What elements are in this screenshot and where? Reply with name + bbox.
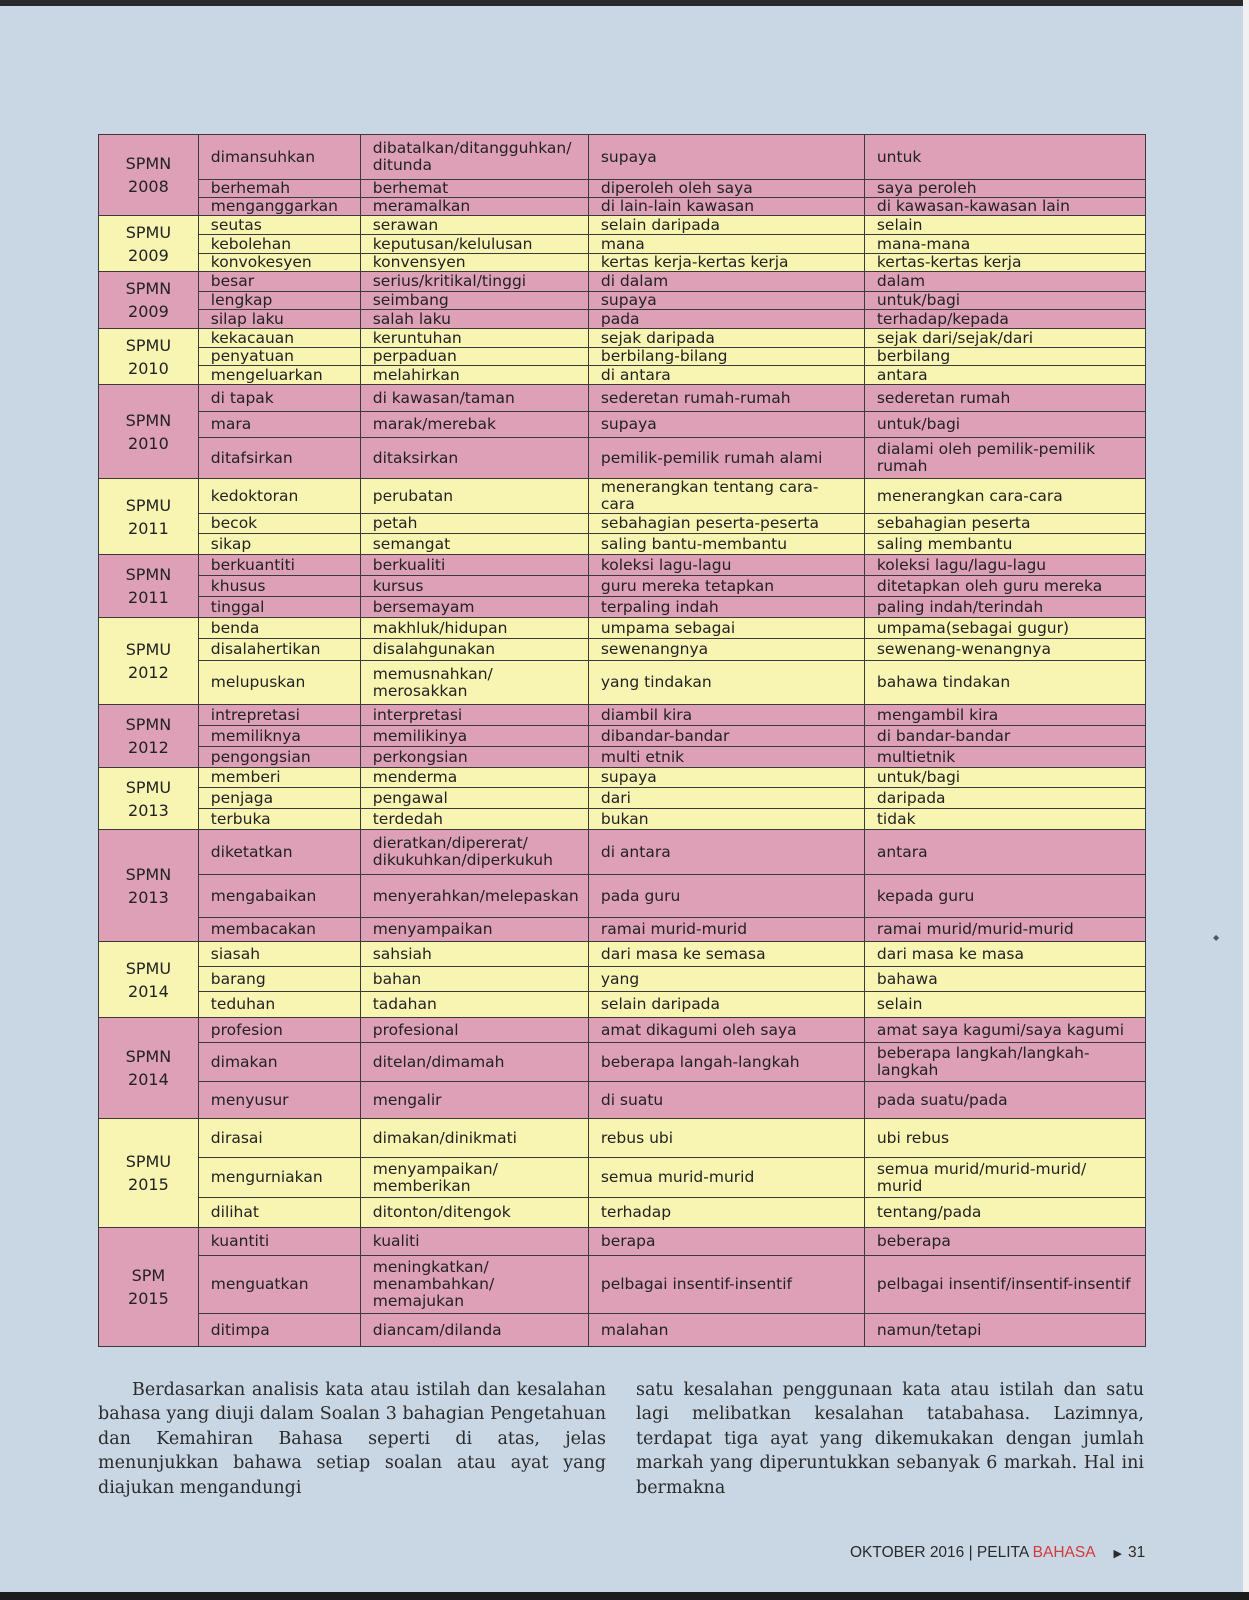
correction-cell: mengalir bbox=[360, 1082, 588, 1119]
correction-cell: perkongsian bbox=[360, 747, 588, 768]
exam-year-cell bbox=[99, 830, 199, 942]
correction-cell: menyerahkan/melepaskan bbox=[360, 875, 588, 918]
exam-year: 2011 bbox=[128, 588, 169, 607]
word-cell: lengkap bbox=[198, 292, 360, 310]
phrase-cell: di antara bbox=[588, 366, 864, 385]
phrase-cell: menerangkan tentang cara-cara bbox=[588, 479, 864, 514]
phrase-cell: semua murid-murid bbox=[588, 1158, 864, 1198]
correction-cell: petah bbox=[360, 514, 588, 534]
word-cell: pengongsian bbox=[198, 747, 360, 768]
word-cell: memiliknya bbox=[198, 726, 360, 747]
scan-right-edge bbox=[1243, 0, 1249, 1600]
correction-cell: ditonton/ditengok bbox=[360, 1198, 588, 1228]
exam-code: SPMN bbox=[125, 279, 172, 298]
table-row bbox=[99, 875, 1146, 918]
phrase-correction-cell: selain bbox=[864, 992, 1145, 1018]
phrase-correction-cell: namun/tetapi bbox=[864, 1314, 1145, 1347]
phrase-cell: terhadap bbox=[588, 1198, 864, 1228]
word-cell: disalahertikan bbox=[198, 639, 360, 661]
exam-year: 2015 bbox=[128, 1289, 169, 1308]
table-row bbox=[99, 438, 1146, 479]
table-row bbox=[99, 768, 1146, 788]
phrase-cell: supaya bbox=[588, 292, 864, 310]
phrase-correction-cell: multietnik bbox=[864, 747, 1145, 768]
phrase-correction-cell: untuk bbox=[864, 135, 1145, 180]
exam-year-cell bbox=[99, 942, 199, 1018]
correction-cell: diancam/dilanda bbox=[360, 1314, 588, 1347]
correction-cell: melahirkan bbox=[360, 366, 588, 385]
page-number: 31 bbox=[1128, 1544, 1146, 1561]
phrase-cell: ramai murid-murid bbox=[588, 918, 864, 942]
phrase-correction-cell: ditetapkan oleh guru mereka bbox=[864, 576, 1145, 597]
phrase-correction-cell: menerangkan cara-cara bbox=[864, 479, 1145, 514]
word-cell: tinggal bbox=[198, 597, 360, 618]
exam-year: 2014 bbox=[128, 981, 169, 1001]
phrase-correction-cell: bahawa tindakan bbox=[864, 661, 1145, 705]
correction-cell: perpaduan bbox=[360, 348, 588, 366]
correction-cell: memusnahkan/ merosakkan bbox=[360, 661, 588, 705]
exam-year-cell bbox=[99, 618, 199, 705]
correction-cell: konvensyen bbox=[360, 254, 588, 272]
word-cell: mara bbox=[198, 412, 360, 438]
table-row bbox=[99, 1314, 1146, 1347]
word-cell: menguatkan bbox=[198, 1256, 360, 1314]
correction-cell: pengawal bbox=[360, 788, 588, 809]
table-row bbox=[99, 254, 1146, 272]
word-cell: dilihat bbox=[198, 1198, 360, 1228]
table-row bbox=[99, 1018, 1146, 1043]
phrase-cell: di suatu bbox=[588, 1082, 864, 1119]
phrase-cell: multi etnik bbox=[588, 747, 864, 768]
table-row bbox=[99, 597, 1146, 618]
correction-cell: disalahgunakan bbox=[360, 639, 588, 661]
word-cell: dimansuhkan bbox=[198, 135, 360, 180]
exam-year: 2008 bbox=[128, 177, 169, 196]
word-cell: memberi bbox=[198, 768, 360, 788]
word-cell: melupuskan bbox=[198, 661, 360, 705]
correction-cell: menyampaikan bbox=[360, 918, 588, 942]
correction-cell: dimakan/dinikmati bbox=[360, 1119, 588, 1158]
exam-year-cell bbox=[99, 272, 199, 329]
phrase-correction-cell: tentang/pada bbox=[864, 1198, 1145, 1228]
correction-cell: seimbang bbox=[360, 292, 588, 310]
correction-cell: keputusan/kelulusan bbox=[360, 235, 588, 254]
word-cell: silap laku bbox=[198, 310, 360, 329]
phrase-correction-cell: sejak dari/sejak/dari bbox=[864, 329, 1145, 348]
phrase-cell: sederetan rumah-rumah bbox=[588, 385, 864, 412]
correction-cell: berhemat bbox=[360, 180, 588, 198]
correction-cell: sahsiah bbox=[360, 942, 588, 967]
phrase-cell: mana bbox=[588, 235, 864, 254]
correction-cell: meningkatkan/ menambahkan/ memajukan bbox=[360, 1256, 588, 1314]
word-cell: barang bbox=[198, 967, 360, 992]
table-row bbox=[99, 918, 1146, 942]
phrase-correction-cell: umpama(sebagai gugur) bbox=[864, 618, 1145, 639]
table-row bbox=[99, 479, 1146, 514]
word-cell: membacakan bbox=[198, 918, 360, 942]
exam-year: 2013 bbox=[128, 800, 169, 820]
word-cell: kebolehan bbox=[198, 235, 360, 254]
word-cell: menyusur bbox=[198, 1082, 360, 1119]
phrase-correction-cell: di bandar-bandar bbox=[864, 726, 1145, 747]
word-cell: becok bbox=[198, 514, 360, 534]
exam-code: SPMN bbox=[125, 565, 172, 584]
word-cell: kuantiti bbox=[198, 1228, 360, 1256]
table-row bbox=[99, 747, 1146, 768]
word-cell: dimakan bbox=[198, 1043, 360, 1082]
phrase-correction-cell: antara bbox=[864, 366, 1145, 385]
table-row bbox=[99, 198, 1146, 216]
phrase-cell: pada bbox=[588, 310, 864, 329]
scan-speck: ◆ bbox=[1213, 933, 1220, 942]
exam-year-cell bbox=[99, 1018, 199, 1119]
phrase-correction-cell: bahawa bbox=[864, 967, 1145, 992]
correction-cell: bahan bbox=[360, 967, 588, 992]
footer-issue: OKTOBER 2016 | PELITA bbox=[850, 1544, 1033, 1561]
phrase-cell: bukan bbox=[588, 809, 864, 830]
word-cell: sikap bbox=[198, 534, 360, 555]
exam-year-cell bbox=[99, 705, 199, 768]
phrase-cell: di dalam bbox=[588, 272, 864, 292]
table-row bbox=[99, 1119, 1146, 1158]
correction-cell: ditelan/dimamah bbox=[360, 1043, 588, 1082]
table-row bbox=[99, 788, 1146, 809]
correction-cell: memilikinya bbox=[360, 726, 588, 747]
correction-cell: dieratkan/dipererat/ dikukuhkan/diperkukuh bbox=[360, 830, 588, 875]
table-row bbox=[99, 942, 1146, 967]
phrase-correction-cell: amat saya kagumi/saya kagumi bbox=[864, 1018, 1145, 1043]
correction-cell: di kawasan/taman bbox=[360, 385, 588, 412]
correction-cell: serius/kritikal/tinggi bbox=[360, 272, 588, 292]
table-row bbox=[99, 705, 1146, 726]
correction-cell: dibatalkan/ditangguhkan/ ditunda bbox=[360, 135, 588, 180]
phrase-cell: selain daripada bbox=[588, 992, 864, 1018]
word-cell: kedoktoran bbox=[198, 479, 360, 514]
correction-cell: tadahan bbox=[360, 992, 588, 1018]
phrase-cell: amat dikagumi oleh saya bbox=[588, 1018, 864, 1043]
correction-cell: kursus bbox=[360, 576, 588, 597]
word-cell: teduhan bbox=[198, 992, 360, 1018]
phrase-cell: malahan bbox=[588, 1314, 864, 1347]
word-cell: berhemah bbox=[198, 180, 360, 198]
table-row bbox=[99, 534, 1146, 555]
phrase-correction-cell: beberapa bbox=[864, 1228, 1145, 1256]
exam-year: 2014 bbox=[128, 1070, 169, 1089]
exam-code: SPMN bbox=[125, 410, 172, 430]
word-cell: konvokesyen bbox=[198, 254, 360, 272]
scan-bottom-edge bbox=[0, 1592, 1249, 1600]
phrase-cell: saling bantu-membantu bbox=[588, 534, 864, 555]
exam-year-cell bbox=[99, 555, 199, 618]
table-row bbox=[99, 329, 1146, 348]
word-cell: siasah bbox=[198, 942, 360, 967]
table-row bbox=[99, 726, 1146, 747]
phrase-correction-cell: antara bbox=[864, 830, 1145, 875]
exam-code: SPMN bbox=[125, 864, 172, 884]
table-row bbox=[99, 272, 1146, 292]
phrase-correction-cell: mengambil kira bbox=[864, 705, 1145, 726]
table-row bbox=[99, 830, 1146, 875]
correction-cell: salah laku bbox=[360, 310, 588, 329]
table-row bbox=[99, 216, 1146, 235]
phrase-cell: supaya bbox=[588, 135, 864, 180]
exam-year: 2010 bbox=[128, 358, 169, 378]
table-row bbox=[99, 1198, 1146, 1228]
phrase-correction-cell: untuk/bagi bbox=[864, 768, 1145, 788]
table-row bbox=[99, 348, 1146, 366]
phrase-correction-cell: pelbagai insentif/insentif-insentif bbox=[864, 1256, 1145, 1314]
correction-cell: serawan bbox=[360, 216, 588, 235]
correction-cell: berkualiti bbox=[360, 555, 588, 576]
phrase-correction-cell: kertas-kertas kerja bbox=[864, 254, 1145, 272]
correction-cell: menyampaikan/ memberikan bbox=[360, 1158, 588, 1198]
phrase-cell: beberapa langah-langkah bbox=[588, 1043, 864, 1082]
phrase-correction-cell: sebahagian peserta bbox=[864, 514, 1145, 534]
phrase-cell: terpaling indah bbox=[588, 597, 864, 618]
phrase-cell: rebus ubi bbox=[588, 1119, 864, 1158]
table-row bbox=[99, 1043, 1146, 1082]
word-cell: terbuka bbox=[198, 809, 360, 830]
phrase-cell: dibandar-bandar bbox=[588, 726, 864, 747]
word-cell: penjaga bbox=[198, 788, 360, 809]
correction-cell: makhluk/hidupan bbox=[360, 618, 588, 639]
exam-code: SPMU bbox=[125, 640, 172, 659]
exam-code: SPMN bbox=[125, 154, 172, 173]
phrase-correction-cell: ramai murid/murid-murid bbox=[864, 918, 1145, 942]
table-row bbox=[99, 576, 1146, 597]
page-footer bbox=[850, 1544, 1145, 1562]
paragraph-left-column: Berdasarkan analisis kata atau istilah dan kesalahan bahasa yang diuji dalam Soalan 3 bahagian Pengetahuan dan Kemahiran Bahasa seperti di atas, jelas menunjukkan bahawa setiap soalan atau ayat yang diajukan mengandungi bbox=[98, 1380, 606, 1498]
word-cell: berkuantiti bbox=[198, 555, 360, 576]
correction-cell: menderma bbox=[360, 768, 588, 788]
exam-year-cell bbox=[99, 385, 199, 479]
exam-year-cell bbox=[99, 1119, 199, 1228]
table-row bbox=[99, 412, 1146, 438]
phrase-cell: kertas kerja-kertas kerja bbox=[588, 254, 864, 272]
phrase-cell: pelbagai insentif-insentif bbox=[588, 1256, 864, 1314]
paragraph-right-column: satu kesalahan penggunaan kata atau istilah dan satu lagi melibatkan kesalahan tatabahasa. Lazimnya, terdapat tiga ayat yang dikemukakan dengan jumlah markah yang diperuntukkan sebanyak 6 markah. Hal ini bermakna bbox=[636, 1380, 1144, 1498]
scan-top-edge bbox=[0, 0, 1249, 6]
correction-cell: terdedah bbox=[360, 809, 588, 830]
exam-code: SPMU bbox=[125, 1152, 172, 1171]
phrase-cell: pada guru bbox=[588, 875, 864, 918]
phrase-cell: berbilang-bilang bbox=[588, 348, 864, 366]
exam-year-cell bbox=[99, 216, 199, 272]
exam-code: SPMU bbox=[125, 222, 172, 242]
correction-cell: meramalkan bbox=[360, 198, 588, 216]
phrase-correction-cell: untuk/bagi bbox=[864, 412, 1145, 438]
phrase-cell: yang tindakan bbox=[588, 661, 864, 705]
phrase-correction-cell: kepada guru bbox=[864, 875, 1145, 918]
word-cell: ditimpa bbox=[198, 1314, 360, 1347]
correction-cell: profesional bbox=[360, 1018, 588, 1043]
phrase-correction-cell: sewenang-wenangnya bbox=[864, 639, 1145, 661]
word-cell: benda bbox=[198, 618, 360, 639]
phrase-cell: di lain-lain kawasan bbox=[588, 198, 864, 216]
table-row bbox=[99, 135, 1146, 180]
phrase-cell: berapa bbox=[588, 1228, 864, 1256]
table-row bbox=[99, 366, 1146, 385]
exam-year-cell bbox=[99, 135, 199, 216]
phrase-cell: pemilik-pemilik rumah alami bbox=[588, 438, 864, 479]
correction-cell: keruntuhan bbox=[360, 329, 588, 348]
exam-year-cell bbox=[99, 329, 199, 385]
phrase-cell: di antara bbox=[588, 830, 864, 875]
phrase-correction-cell: daripada bbox=[864, 788, 1145, 809]
word-cell: dirasai bbox=[198, 1119, 360, 1158]
phrase-correction-cell: saya peroleh bbox=[864, 180, 1145, 198]
phrase-cell: sewenangnya bbox=[588, 639, 864, 661]
table-row bbox=[99, 1256, 1146, 1314]
table-row bbox=[99, 639, 1146, 661]
table-row bbox=[99, 310, 1146, 329]
word-cell: penyatuan bbox=[198, 348, 360, 366]
word-cell: mengabaikan bbox=[198, 875, 360, 918]
phrase-cell: diambil kira bbox=[588, 705, 864, 726]
exam-year: 2010 bbox=[128, 433, 169, 453]
word-cell: diketatkan bbox=[198, 830, 360, 875]
phrase-correction-cell: selain bbox=[864, 216, 1145, 235]
phrase-cell: dari masa ke semasa bbox=[588, 942, 864, 967]
word-cell: seutas bbox=[198, 216, 360, 235]
table-row bbox=[99, 180, 1146, 198]
phrase-cell: yang bbox=[588, 967, 864, 992]
table-row bbox=[99, 555, 1146, 576]
table-row bbox=[99, 385, 1146, 412]
phrase-cell: sejak daripada bbox=[588, 329, 864, 348]
phrase-correction-cell: sederetan rumah bbox=[864, 385, 1145, 412]
phrase-correction-cell: paling indah/terindah bbox=[864, 597, 1145, 618]
phrase-correction-cell: koleksi lagu/lagu-lagu bbox=[864, 555, 1145, 576]
table-row bbox=[99, 661, 1146, 705]
table-row bbox=[99, 514, 1146, 534]
word-cell: intrepretasi bbox=[198, 705, 360, 726]
exam-year-cell bbox=[99, 768, 199, 830]
phrase-correction-cell: untuk/bagi bbox=[864, 292, 1145, 310]
table-row bbox=[99, 1158, 1146, 1198]
phrase-correction-cell: di kawasan-kawasan lain bbox=[864, 198, 1145, 216]
exam-year: 2013 bbox=[128, 887, 169, 907]
phrase-cell: koleksi lagu-lagu bbox=[588, 555, 864, 576]
phrase-correction-cell: tidak bbox=[864, 809, 1145, 830]
phrase-correction-cell: dalam bbox=[864, 272, 1145, 292]
word-cell: khusus bbox=[198, 576, 360, 597]
table-row bbox=[99, 992, 1146, 1018]
exam-year: 2011 bbox=[128, 518, 169, 538]
exam-year: 2012 bbox=[128, 663, 169, 682]
phrase-cell: supaya bbox=[588, 412, 864, 438]
phrase-cell: sebahagian peserta-peserta bbox=[588, 514, 864, 534]
exam-year-cell bbox=[99, 1228, 199, 1347]
phrase-correction-cell: beberapa langkah/langkah- langkah bbox=[864, 1043, 1145, 1082]
correction-cell: bersemayam bbox=[360, 597, 588, 618]
table-row bbox=[99, 235, 1146, 254]
word-cell: mengeluarkan bbox=[198, 366, 360, 385]
correction-cell: kualiti bbox=[360, 1228, 588, 1256]
phrase-cell: umpama sebagai bbox=[588, 618, 864, 639]
vocabulary-error-table bbox=[98, 134, 1146, 1347]
exam-code: SPMU bbox=[125, 777, 172, 797]
phrase-correction-cell: ubi rebus bbox=[864, 1119, 1145, 1158]
phrase-correction-cell: dari masa ke masa bbox=[864, 942, 1145, 967]
table-row bbox=[99, 967, 1146, 992]
phrase-correction-cell: saling membantu bbox=[864, 534, 1145, 555]
exam-year: 2012 bbox=[128, 738, 169, 757]
footer-brand: BAHASA bbox=[1032, 1544, 1096, 1561]
correction-cell: marak/merebak bbox=[360, 412, 588, 438]
exam-code: SPMU bbox=[125, 958, 172, 978]
table-row bbox=[99, 1228, 1146, 1256]
word-cell: profesion bbox=[198, 1018, 360, 1043]
correction-cell: ditaksirkan bbox=[360, 438, 588, 479]
word-cell: menganggarkan bbox=[198, 198, 360, 216]
phrase-correction-cell: mana-mana bbox=[864, 235, 1145, 254]
phrase-correction-cell: berbilang bbox=[864, 348, 1145, 366]
exam-year: 2009 bbox=[128, 245, 169, 265]
table-row bbox=[99, 809, 1146, 830]
exam-code: SPMN bbox=[125, 1047, 172, 1066]
exam-code: SPMU bbox=[125, 335, 172, 355]
phrase-cell: supaya bbox=[588, 768, 864, 788]
word-cell: di tapak bbox=[198, 385, 360, 412]
correction-cell: semangat bbox=[360, 534, 588, 555]
phrase-cell: dari bbox=[588, 788, 864, 809]
word-cell: mengurniakan bbox=[198, 1158, 360, 1198]
word-cell: ditafsirkan bbox=[198, 438, 360, 479]
word-cell: besar bbox=[198, 272, 360, 292]
phrase-correction-cell: semua murid/murid-murid/ murid bbox=[864, 1158, 1145, 1198]
phrase-correction-cell: dialami oleh pemilik-pemilik rumah bbox=[864, 438, 1145, 479]
correction-cell: interpretasi bbox=[360, 705, 588, 726]
exam-year-cell bbox=[99, 479, 199, 555]
phrase-correction-cell: pada suatu/pada bbox=[864, 1082, 1145, 1119]
exam-year: 2015 bbox=[128, 1175, 169, 1194]
exam-code: SPMN bbox=[125, 715, 172, 734]
table-row bbox=[99, 618, 1146, 639]
exam-year: 2009 bbox=[128, 302, 169, 321]
phrase-cell: diperoleh oleh saya bbox=[588, 180, 864, 198]
phrase-cell: selain daripada bbox=[588, 216, 864, 235]
correction-cell: perubatan bbox=[360, 479, 588, 514]
phrase-cell: guru mereka tetapkan bbox=[588, 576, 864, 597]
exam-code: SPM bbox=[131, 1266, 166, 1285]
table-row bbox=[99, 1082, 1146, 1119]
table-row bbox=[99, 292, 1146, 310]
page-arrow-icon: ▶ bbox=[1113, 1548, 1123, 1560]
phrase-correction-cell: terhadap/kepada bbox=[864, 310, 1145, 329]
exam-code: SPMU bbox=[125, 495, 172, 515]
word-cell: kekacauan bbox=[198, 329, 360, 348]
